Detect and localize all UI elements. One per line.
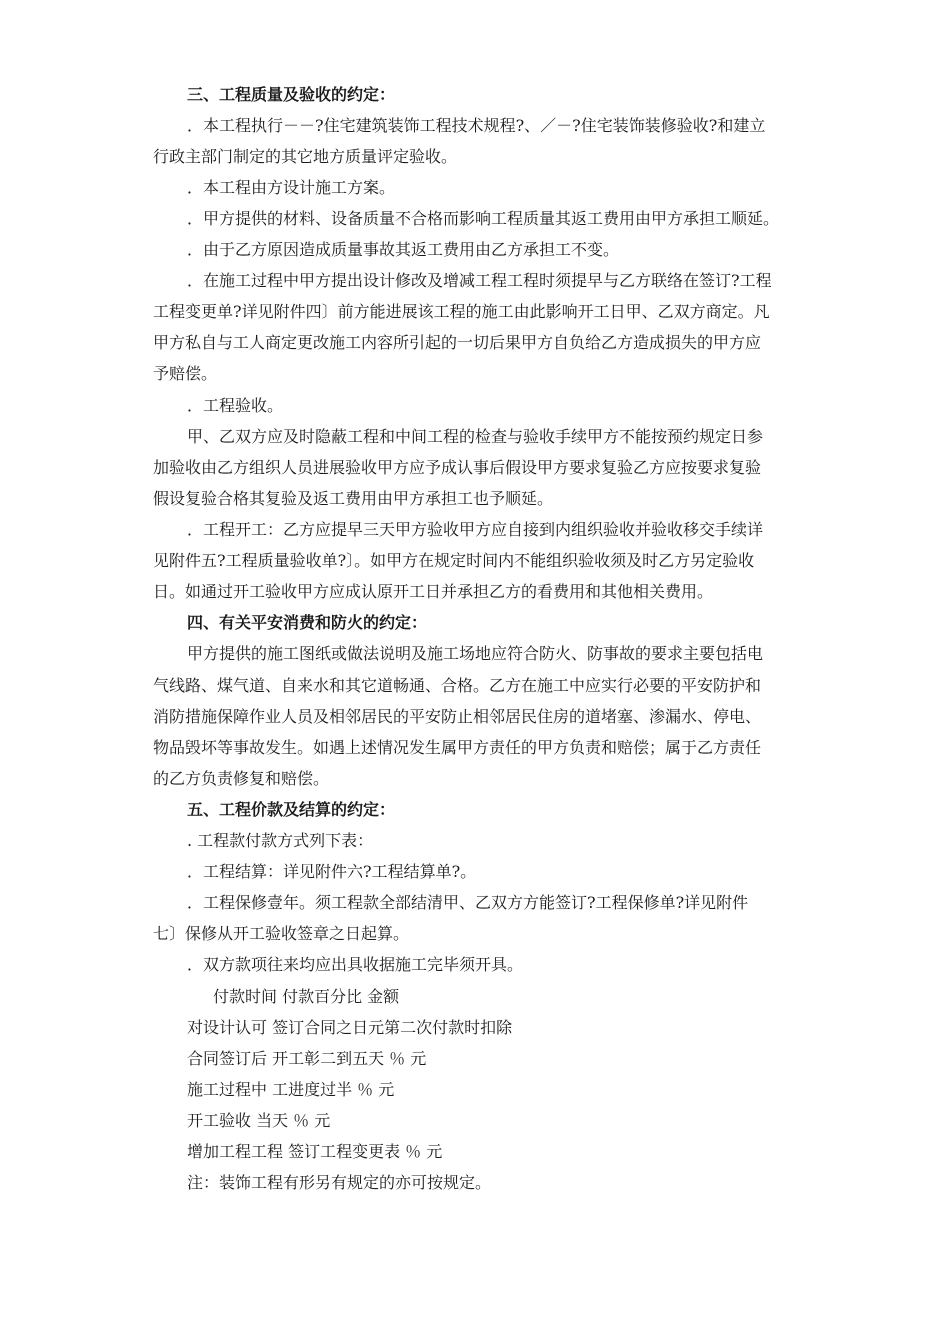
section3-line-7: 工程变更单?详见附件四〕前方能进展该工程的施工由此影响开工日甲、乙双方商定。凡 (153, 302, 770, 321)
section5-line-5: ．双方款项往来均应出具收据施工完毕须开具。 (187, 955, 524, 974)
payment-table-row-1: 对设计认可 签订合同之日元第二次付款时扣除 (187, 1018, 513, 1037)
section3-line-16: 日。如通过开工验收甲方应成认原开工日并承担乙方的看费用和其他相关费用。 (153, 582, 714, 601)
section3-line-12: 加验收由乙方组织人员进展验收甲方应予成认事后假设甲方要求复验乙方应按要求复验 (153, 458, 762, 477)
payment-table-row-2: 合同签订后 开工彰二到五天 ％ 元 (187, 1049, 427, 1068)
payment-table-row-4: 开工验收 当天 ％ 元 (187, 1111, 331, 1130)
section4-line-1: 甲方提供的施工图纸或做法说明及施工场地应符合防火、防事故的要求主要包括电 (187, 644, 764, 663)
section4-line-4: 物品毁坏等事故发生。如遇上述情况发生属甲方责任的甲方负责和赔偿；属于乙方责任 (153, 738, 762, 757)
section3-line-3: ．本工程由方设计施工方案。 (187, 178, 396, 197)
section5-note: 注：装饰工程有形另有规定的亦可按规定。 (187, 1173, 492, 1192)
section4-line-2: 气线路、煤气道、自来水和其它道畅通、合格。乙方在施工中应实行必要的平安防护和 (153, 676, 762, 695)
section3-line-13: 假设复验合格其复验及返工费用由甲方承担工也予顺延。 (153, 489, 554, 508)
section5-heading: 五、工程价款及结算的约定： (187, 800, 396, 819)
section3-line-14: ．工程开工：乙方应提早三天甲方验收甲方应自接到内组织验收并验收移交手续详 (187, 520, 764, 539)
section3-heading: 三、工程质量及验收的约定： (187, 85, 396, 104)
section3-line-9: 予赔偿。 (153, 364, 218, 383)
section3-line-8: 甲方私自与工人商定更改施工内容所引起的一切后果甲方自负给乙方造成损失的甲方应 (153, 333, 762, 352)
section5-line-2: ．工程结算：详见附件六?工程结算单?。 (187, 862, 477, 881)
payment-table-header: 付款时间 付款百分比 金额 (213, 987, 400, 1006)
section4-line-3: 消防措施保障作业人员及相邻居民的平安防止相邻居民住房的道堵塞、渗漏水、停电、 (153, 707, 762, 726)
section3-line-4: ．甲方提供的材料、设备质量不合格而影响工程质量其返工费用由甲方承担工顺延。 (187, 209, 780, 228)
section4-line-5: 的乙方负责修复和赔偿。 (153, 769, 330, 788)
payment-table-row-5: 增加工程工程 签订工程变更表 ％ 元 (187, 1142, 443, 1161)
section5-line-1: . 工程款付款方式列下表： (187, 831, 374, 850)
section3-line-11: 甲、乙双方应及时隐蔽工程和中间工程的检查与验收手续甲方不能按预约规定日参 (187, 427, 764, 446)
section3-line-1: ．本工程执行－－?住宅建筑装饰工程技术规程?、／－?住宅装饰装修验收?和建立 (187, 116, 766, 135)
payment-table-row-3: 施工过程中 工进度过半 ％ 元 (187, 1080, 395, 1099)
section3-line-6: ．在施工过程中甲方提出设计修改及增减工程工程时须提早与乙方联络在签订?工程 (187, 271, 772, 290)
section4-heading: 四、有关平安消费和防火的约定： (187, 613, 428, 632)
section5-line-3: ．工程保修壹年。须工程款全部结清甲、乙双方方能签订?工程保修单?详见附件 (187, 893, 749, 912)
section3-line-10: ．工程验收。 (187, 396, 284, 415)
section3-line-15: 见附件五?工程质量验收单?〕。如甲方在规定时间内不能组织验收须及时乙方另定验收 (153, 551, 755, 570)
section3-line-2: 行政主部门制定的其它地方质量评定验收。 (153, 147, 458, 166)
section3-line-5: ．由于乙方原因造成质量事故其返工费用由乙方承担工不变。 (187, 240, 620, 259)
section5-line-4: 七〕保修从开工验收签章之日起算。 (153, 924, 410, 943)
